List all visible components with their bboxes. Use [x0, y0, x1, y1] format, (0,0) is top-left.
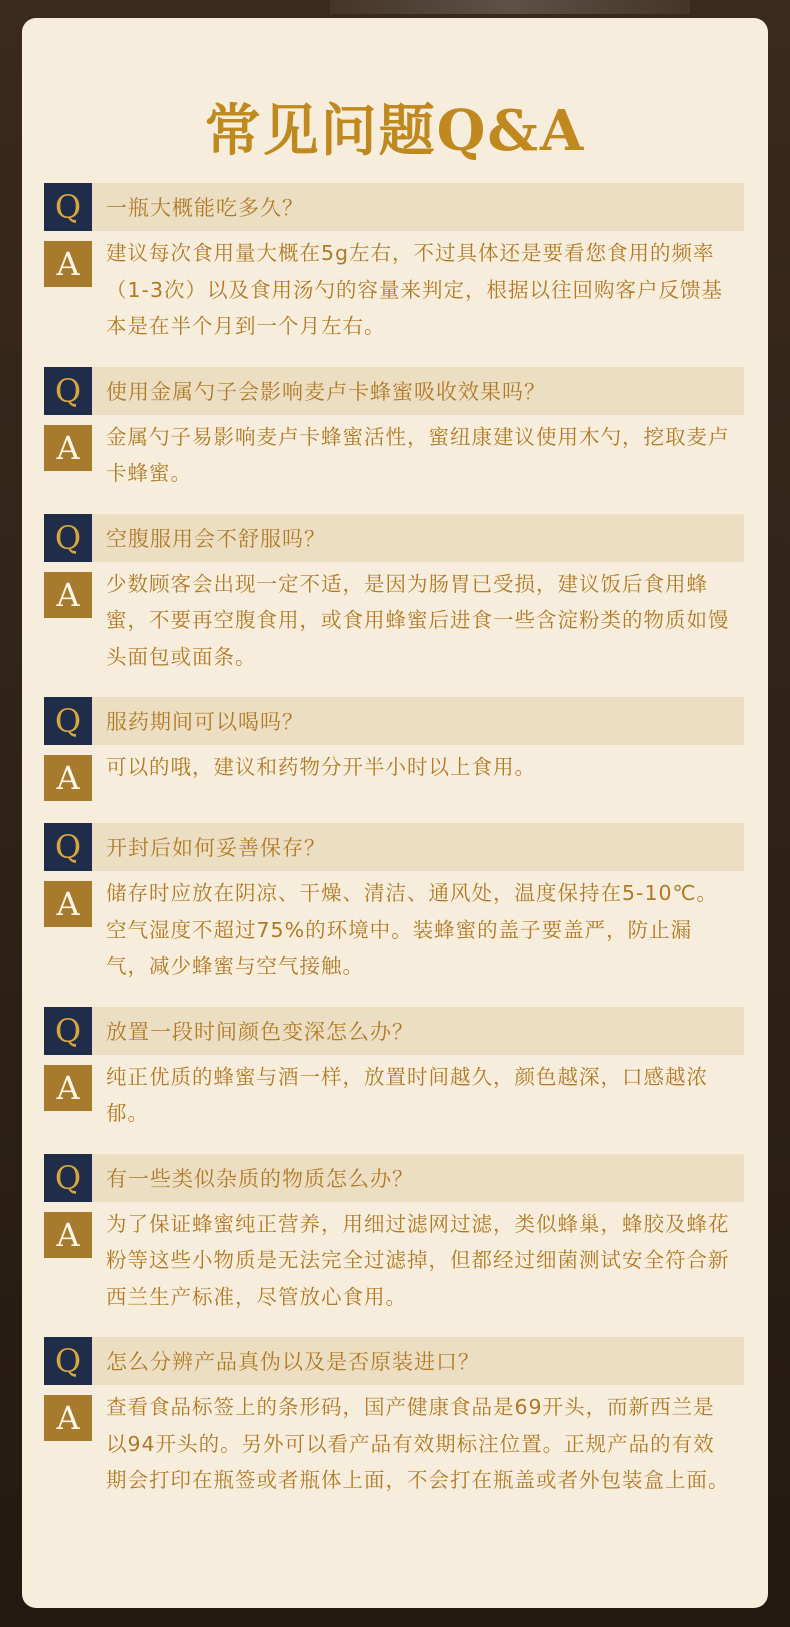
answer-badge: A: [44, 881, 92, 927]
answer-row: [44, 241, 744, 345]
question-badge: Q: [44, 514, 92, 562]
answer-row: [44, 1395, 744, 1499]
question-badge: Q: [44, 183, 92, 231]
answer-text: 建议每次食用量大概在5g左右，不过具体还是要看您食用的频率（1-3次）以及食用汤勺的容量来判定，根据以往回购客户反馈基本是在半个月到一个月左右。: [106, 241, 723, 338]
page-title: 常见问题Q&A: [204, 98, 586, 164]
question-row: [44, 1154, 744, 1202]
question-badge: Q: [44, 1337, 92, 1385]
faq-card: [22, 18, 768, 1608]
question-text: 服药期间可以喝吗？: [106, 710, 304, 734]
answer-row: [44, 755, 744, 801]
question-row: [44, 697, 744, 745]
answer-row: [44, 1212, 744, 1316]
answer-badge: A: [44, 425, 92, 471]
answer-badge: A: [44, 241, 92, 287]
question-row: [44, 367, 744, 415]
answer-badge: A: [44, 755, 92, 801]
answer-text: 少数顾客会出现一定不适，是因为肠胃已受损，建议饭后食用蜂蜜，不要再空腹食用，或食用蜂蜜后进食一些含淀粉类的物质如馒头面包或面条。: [106, 571, 730, 669]
question-text: 放置一段时间颜色变深怎么办？: [106, 1019, 414, 1044]
answer-badge: A: [44, 1212, 92, 1258]
answer-text: 纯正优质的蜂蜜与酒一样，放置时间越久，颜色越深，口感越浓郁。: [106, 1064, 708, 1125]
question-badge: Q: [44, 823, 92, 871]
question-text: 怎么分辨产品真伪以及是否原装进口？: [106, 1350, 480, 1374]
question-text: 使用金属勺子会影响麦卢卡蜂蜜吸收效果吗？: [106, 379, 546, 404]
question-row: [44, 183, 744, 231]
question-text: 开封后如何妥善保存？: [106, 836, 326, 860]
question-row: [44, 1007, 744, 1055]
answer-badge: A: [44, 1065, 92, 1111]
answer-row: [44, 1065, 744, 1132]
answer-badge: A: [44, 572, 92, 618]
top-decor-strip: [330, 0, 690, 14]
answer-text: 储存时应放在阴凉、干燥、清洁、通风处，温度保持在5-10℃。空气湿度不超过75%的环境中。装蜂蜜的盖子要盖严，防止漏气，减少蜂蜜与空气接触。: [106, 881, 719, 978]
answer-row: [44, 572, 744, 676]
answer-text: 可以的哦，建议和药物分开半小时以上食用。: [106, 755, 536, 779]
question-text: 空腹服用会不舒服吗？: [106, 526, 326, 551]
question-text: 一瓶大概能吃多久？: [106, 196, 304, 220]
question-badge: Q: [44, 1154, 92, 1202]
answer-text: 查看食品标签上的条形码，国产健康食品是69开头，而新西兰是以94开头的。另外可以看产品有效期标注位置。正规产品的有效期会打印在瓶签或者瓶体上面，不会打在瓶盖或者外包装盒上面。: [106, 1395, 730, 1492]
question-row: [44, 514, 744, 562]
answer-row: [44, 425, 744, 492]
question-text: 有一些类似杂质的物质怎么办？: [106, 1166, 414, 1191]
answer-badge: A: [44, 1395, 92, 1441]
question-badge: Q: [44, 367, 92, 415]
question-row: [44, 823, 744, 871]
answer-text: 金属勺子易影响麦卢卡蜂蜜活性，蜜纽康建议使用木勺，挖取麦卢卡蜂蜜。: [106, 424, 730, 485]
answer-text: 为了保证蜂蜜纯正营养，用细过滤网过滤，类似蜂巢，蜂胶及蜂花粉等这些小物质是无法完全过滤掉，但都经过细菌测试安全符合新西兰生产标准，尽管放心食用。: [106, 1211, 730, 1309]
question-badge: Q: [44, 697, 92, 745]
faq-list: [44, 183, 744, 1521]
question-row: [44, 1337, 744, 1385]
answer-row: [44, 881, 744, 985]
question-badge: Q: [44, 1007, 92, 1055]
